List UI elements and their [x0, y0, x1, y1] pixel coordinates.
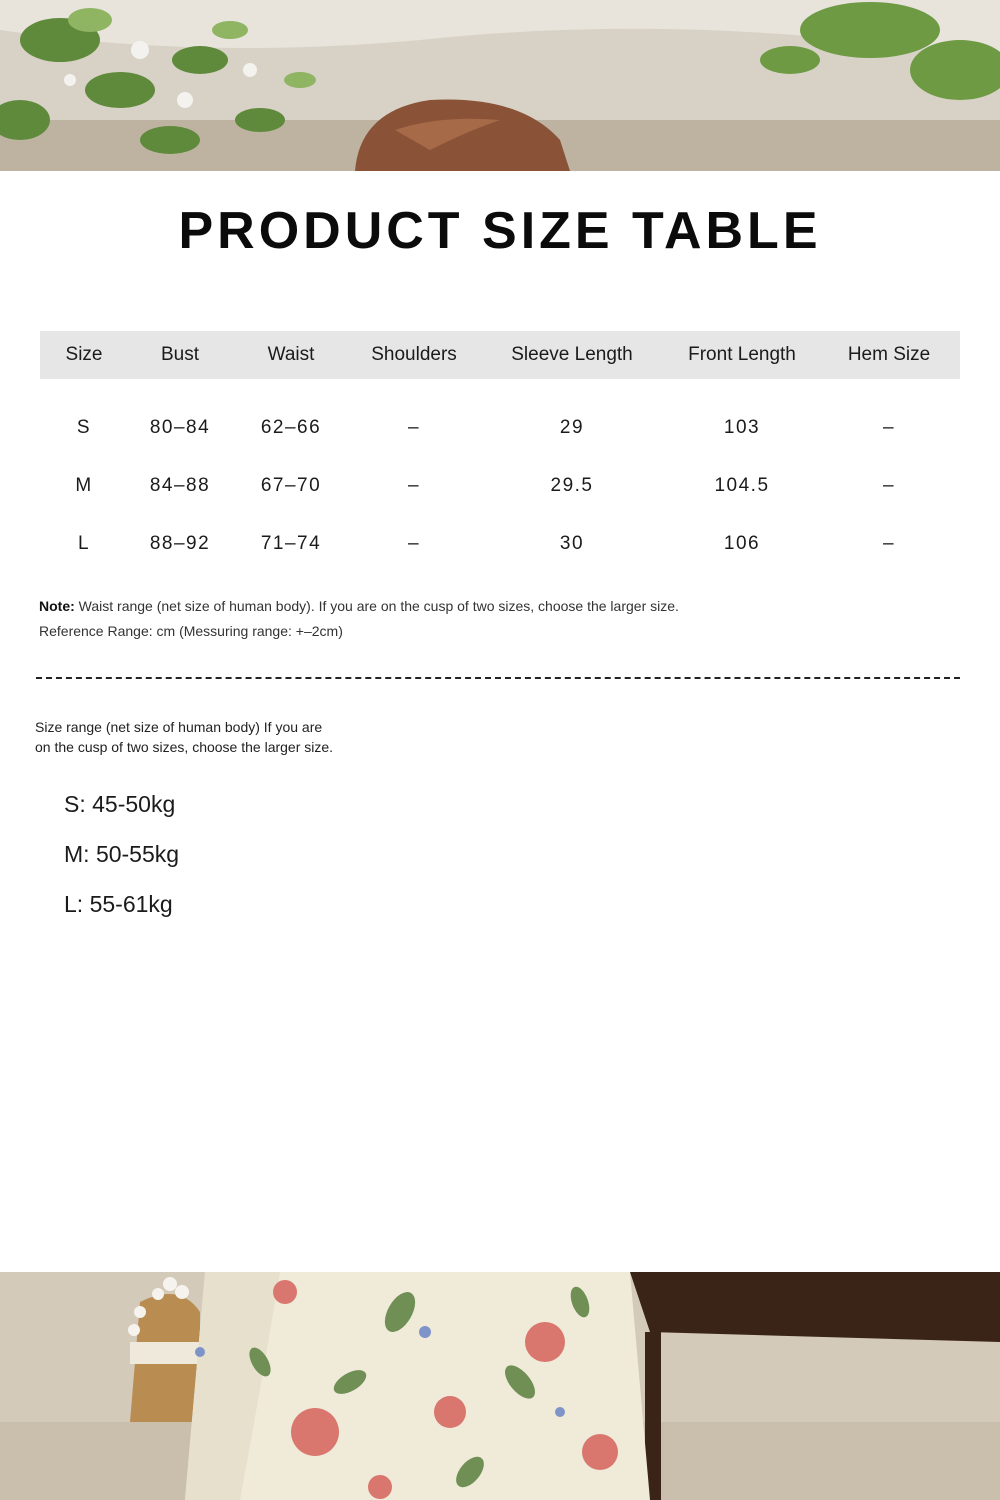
table-cell: 84–88: [149, 475, 211, 496]
col-waist: Waist: [232, 331, 350, 379]
leaves-and-hair-photo-icon: [0, 0, 1000, 171]
table-cell: 29: [559, 417, 585, 438]
col-shoulders: Shoulders: [350, 331, 478, 379]
weight-l: L: 55-61kg: [64, 891, 173, 917]
col-sleeve-length: Sleeve Length: [478, 331, 666, 379]
col-bust: Bust: [128, 331, 232, 379]
table-cell: 67–70: [260, 475, 322, 496]
table-cell: M: [75, 475, 93, 496]
table-cell: –: [882, 533, 896, 554]
size-note: [39, 594, 679, 644]
range-line-2: on the cusp of two sizes, choose the larger size.: [35, 739, 334, 755]
size-range-text: [35, 717, 375, 757]
table-cell: 30: [559, 533, 585, 554]
range-line-1: Size range (net size of human body) If you are: [35, 719, 323, 735]
size-table: [40, 331, 960, 573]
table-header-row: [40, 331, 960, 379]
note-text: Waist range (net size of human body). If you are on the cusp of two sizes, choose the larger size.: [74, 598, 679, 614]
top-photo: [0, 0, 1000, 171]
table-cell: 71–74: [260, 533, 322, 554]
table-cell: 103: [723, 417, 761, 438]
col-size: Size: [40, 331, 128, 379]
table-row: [40, 379, 960, 457]
table-cell: –: [882, 475, 896, 496]
table-row: [40, 515, 960, 573]
table-cell: –: [407, 475, 421, 496]
table-cell: 29.5: [550, 475, 594, 496]
table-cell: 104.5: [714, 475, 770, 496]
table-cell: –: [407, 533, 421, 554]
page-title: PRODUCT SIZE TABLE: [178, 202, 822, 260]
col-front-length: Front Length: [666, 331, 818, 379]
weight-s: S: 45-50kg: [64, 791, 176, 817]
col-hem-size: Hem Size: [818, 331, 960, 379]
floral-dress-photo-icon: [0, 1272, 1000, 1500]
table-cell: 88–92: [149, 533, 211, 554]
table-cell: 62–66: [260, 417, 322, 438]
table-cell: L: [77, 533, 91, 554]
reference-range: Reference Range: cm (Messuring range: +–2cm): [39, 623, 343, 639]
dashed-divider: [36, 677, 960, 679]
table-cell: 106: [723, 533, 761, 554]
table-row: [40, 457, 960, 515]
weight-m: M: 50-55kg: [64, 841, 180, 867]
table-cell: –: [407, 417, 421, 438]
bottom-photo: [0, 1272, 1000, 1500]
table-cell: S: [76, 417, 92, 438]
note-line: [39, 594, 679, 619]
table-cell: 80–84: [149, 417, 211, 438]
weight-list: [64, 785, 179, 935]
note-label: Note:: [39, 598, 75, 614]
table-cell: –: [882, 417, 896, 438]
